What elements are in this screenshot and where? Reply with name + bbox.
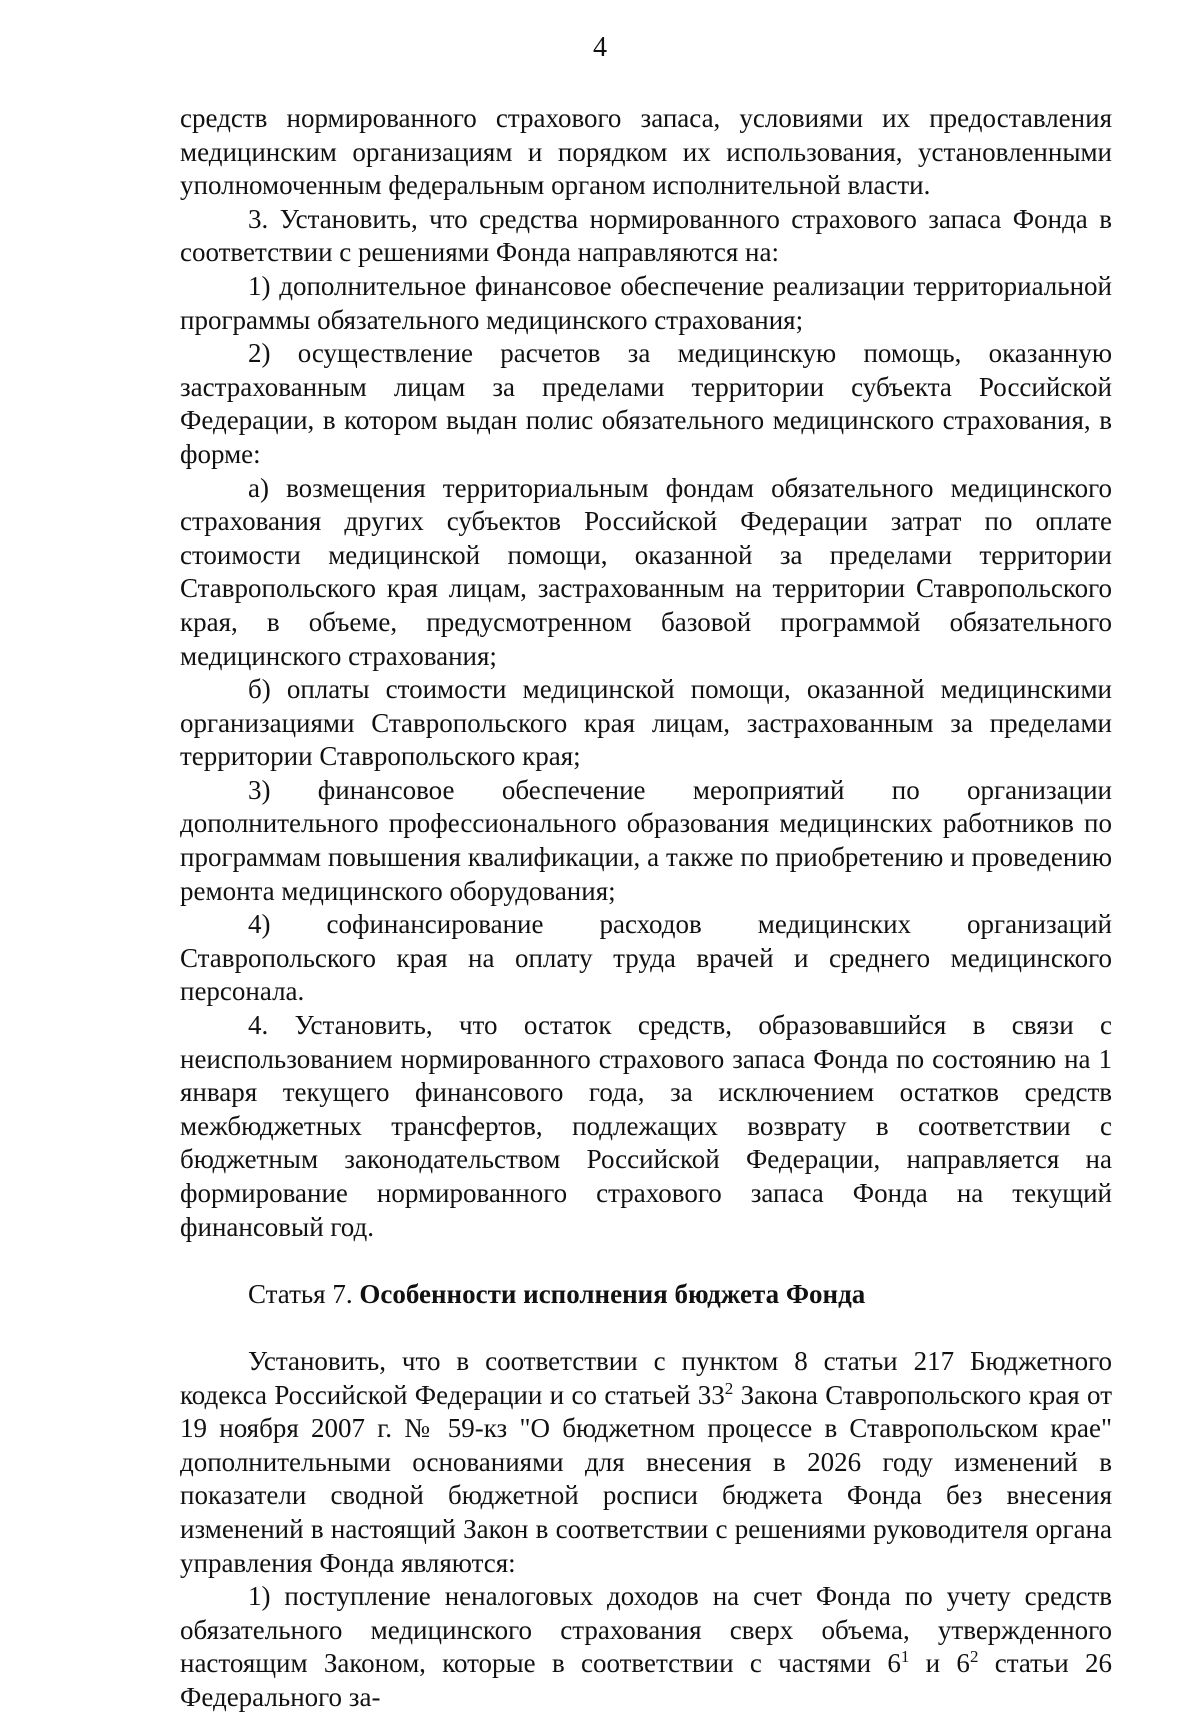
paragraph-subitem-a: а) возмещения территориальным фондам обязательного медицинского страхования других субъектов Российской Федерации затрат по оплате стоимости медицинской помощи, оказанной за пределами территории Ставропольского края лицам, застрахованным на территории Ставропольского края, в объеме, предусмотренном базовой программой обязательного медицинского страхования; <box>180 472 1112 671</box>
item1-text-part2: и 6 <box>909 1648 970 1679</box>
article-number: Статья 7. <box>248 1278 353 1309</box>
intro-text-part1: Установить, что в соответствии с пунктом 8 статьи 217 Бюджетного кодекса Российской Федерации и со статьей 33 <box>180 1345 1112 1410</box>
intro-superscript: 2 <box>724 1378 734 1398</box>
item1-text-part1: 1) поступление неналоговых доходов на счет Фонда по учету средств обязательного медицинского страхования сверх объема, утвержденного настоящим Законом, которые в соответствии с частями 6 <box>180 1581 1112 1679</box>
item1-superscript-1: 1 <box>900 1647 910 1667</box>
item1-text-part3: статьи 26 Федерального за- <box>180 1648 1112 1712</box>
item1-superscript-2: 2 <box>969 1647 979 1667</box>
intro-text-part2: Закона Ставропольского края от 19 ноября 2007 г. № 59-кз "О бюджетном процессе в Ставропольском крае" дополнительными основаниями для внесения в 2026 году изменений в показатели сводной бюджетной росписи бюджета Фонда без внесения изменений в настоящий Закон в соответствии с решениями руководителя органа управления Фонда являются: <box>180 1379 1112 1578</box>
document-body <box>180 102 1112 1715</box>
paragraph-item-1: 1) дополнительное финансовое обеспечение реализации территориальной программы обязательного медицинского страхования; <box>180 270 1112 335</box>
paragraph-subitem-b: б) оплаты стоимости медицинской помощи, оказанной медицинскими организациями Ставропольского края лицам, застрахованным за пределами территории Ставропольского края; <box>180 674 1112 772</box>
page-number: 4 <box>593 32 607 63</box>
paragraph-article-item-1 <box>180 1580 1112 1714</box>
paragraph-article-intro <box>180 1345 1112 1580</box>
article-heading <box>180 1278 1112 1312</box>
paragraph-item-3: 3) финансовое обеспечение мероприятий по организации дополнительного профессионального образования медицинских работников по программам повышения квалификации, а также по приобретению и проведению ремонта медицинского оборудования; <box>180 774 1112 906</box>
article-title: Особенности исполнения бюджета Фонда <box>359 1278 866 1309</box>
paragraph-continuation: средств нормированного страхового запаса, условиями их предоставления медицинским организациям и порядком их использования, установленными уполномоченным федеральным органом исполнительной власти. <box>180 103 1112 201</box>
paragraph-clause-3: 3. Установить, что средства нормированного страхового запаса Фонда в соответствии с решениями Фонда направляются на: <box>180 203 1112 268</box>
paragraph-item-2: 2) осуществление расчетов за медицинскую помощь, оказанную застрахованным лицам за пределами территории субъекта Российской Федерации, в котором выдан полис обязательного медицинского страхования, в форме: <box>180 338 1112 469</box>
paragraph-clause-4: 4. Установить, что остаток средств, образовавшийся в связи с неиспользованием нормированного страхового запаса Фонда по состоянию на 1 января текущего финансового года, за исключением остатков средств межбюджетных трансфертов, подлежащих возврату в соответствии с бюджетным законодательством Российской Федерации, направляется на формирование нормированного страхового запаса Фонда на текущий финансовый год. <box>180 1010 1112 1242</box>
paragraph-item-4: 4) софинансирование расходов медицинских организаций Ставропольского края на оплату труда врачей и среднего медицинского персонала. <box>180 909 1112 1007</box>
